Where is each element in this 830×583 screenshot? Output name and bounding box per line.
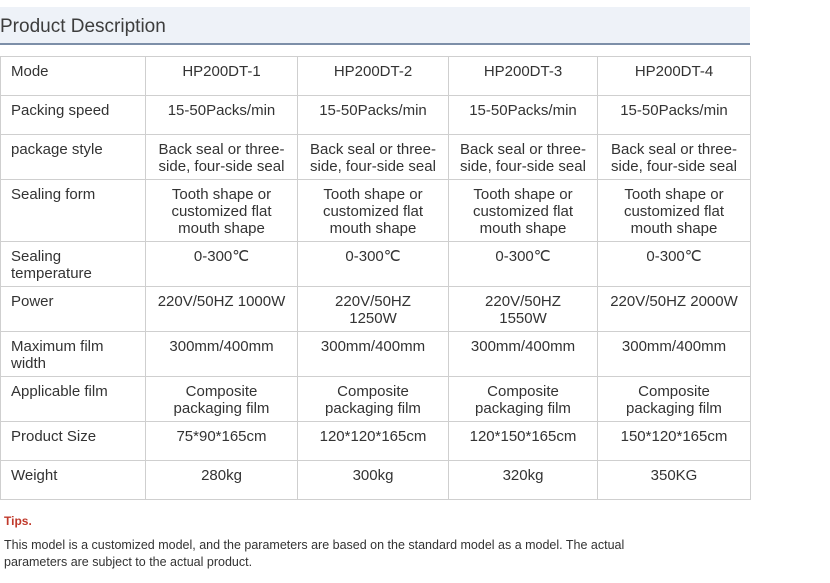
cell-value: Back seal or three-side, four-side seal — [146, 135, 298, 180]
cell-value: 15-50Packs/min — [146, 96, 298, 135]
cell-value: 300mm/400mm — [449, 332, 598, 377]
cell-value: 0-300℃ — [598, 242, 751, 287]
cell-value: 300kg — [298, 461, 449, 500]
cell-value: 75*90*165cm — [146, 422, 298, 461]
cell-value: 220V/50HZ 1550W — [449, 287, 598, 332]
tips-title: Tips. — [4, 514, 32, 528]
row-label: Packing speed — [1, 96, 146, 135]
spec-row-maximum-film-width — [1, 332, 751, 377]
section-title: Product Description — [0, 16, 166, 37]
cell-value: 280kg — [146, 461, 298, 500]
row-label: Weight — [1, 461, 146, 500]
spec-row-power — [1, 287, 751, 332]
spec-row-packing-speed — [1, 96, 751, 135]
cell-value: 120*120*165cm — [298, 422, 449, 461]
cell-value: Back seal or three-side, four-side seal — [449, 135, 598, 180]
row-label: package style — [1, 135, 146, 180]
cell-value: 220V/50HZ 1250W — [298, 287, 449, 332]
spec-table — [0, 56, 751, 500]
spec-row-weight — [1, 461, 751, 500]
cell-value: Composite packaging film — [146, 377, 298, 422]
row-label: Maximum film width — [1, 332, 146, 377]
cell-value: 300mm/400mm — [146, 332, 298, 377]
model-name: HP200DT-2 — [298, 57, 449, 96]
cell-value: 320kg — [449, 461, 598, 500]
cell-value: 220V/50HZ 1000W — [146, 287, 298, 332]
cell-value: 120*150*165cm — [449, 422, 598, 461]
row-label: Product Size — [1, 422, 146, 461]
spec-row-sealing-temperature — [1, 242, 751, 287]
cell-value: Composite packaging film — [449, 377, 598, 422]
cell-value: 15-50Packs/min — [598, 96, 751, 135]
cell-value: Tooth shape or customized flat mouth shape — [598, 180, 751, 242]
row-label: Applicable film — [1, 377, 146, 422]
cell-value: Composite packaging film — [598, 377, 751, 422]
cell-value: Back seal or three-side, four-side seal — [598, 135, 751, 180]
row-label: Power — [1, 287, 146, 332]
model-name: HP200DT-4 — [598, 57, 751, 96]
row-label: Mode — [1, 57, 146, 96]
spec-row-mode — [1, 57, 751, 96]
section-header — [0, 7, 750, 45]
cell-value: 0-300℃ — [298, 242, 449, 287]
cell-value: 300mm/400mm — [298, 332, 449, 377]
cell-value: 0-300℃ — [146, 242, 298, 287]
row-label: Sealing form — [1, 180, 146, 242]
cell-value: Tooth shape or customized flat mouth shape — [449, 180, 598, 242]
cell-value: 0-300℃ — [449, 242, 598, 287]
cell-value: Composite packaging film — [298, 377, 449, 422]
cell-value: Back seal or three-side, four-side seal — [298, 135, 449, 180]
spec-row-package-style — [1, 135, 751, 180]
cell-value: 220V/50HZ 2000W — [598, 287, 751, 332]
spec-row-product-size — [1, 422, 751, 461]
tips-text: This model is a customized model, and the parameters are based on the standard model as a model. The actual parameters are subject to the actual product. — [4, 538, 625, 569]
cell-value: Tooth shape or customized flat mouth shape — [146, 180, 298, 242]
cell-value: 15-50Packs/min — [449, 96, 598, 135]
row-label: Sealing temperature — [1, 242, 146, 287]
cell-value: 350KG — [598, 461, 751, 500]
spec-row-applicable-film — [1, 377, 751, 422]
model-name: HP200DT-1 — [146, 57, 298, 96]
cell-value: Tooth shape or customized flat mouth shape — [298, 180, 449, 242]
spec-row-sealing-form — [1, 180, 751, 242]
cell-value: 15-50Packs/min — [298, 96, 449, 135]
cell-value: 300mm/400mm — [598, 332, 751, 377]
cell-value: 150*120*165cm — [598, 422, 751, 461]
model-name: HP200DT-3 — [449, 57, 598, 96]
